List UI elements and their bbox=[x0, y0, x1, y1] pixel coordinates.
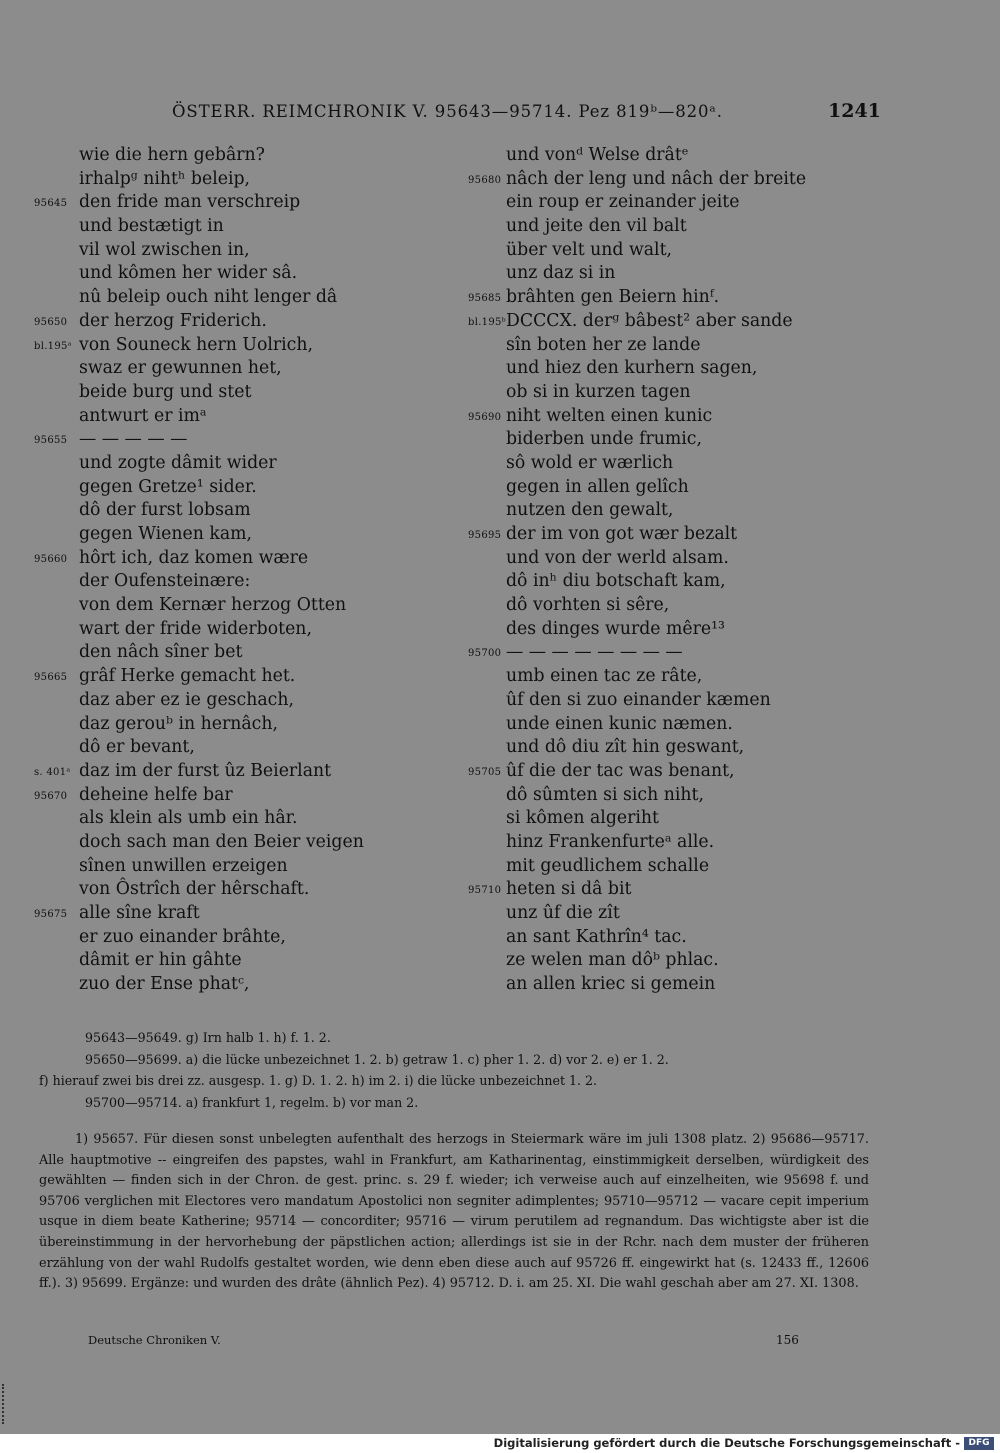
verse-line bbox=[0, 784, 470, 808]
verse-line bbox=[0, 452, 470, 476]
verse-line bbox=[452, 949, 912, 973]
verse-text: unz daz si in bbox=[506, 263, 616, 284]
verse-line bbox=[0, 262, 470, 286]
verse-text: an allen kriec si gemein bbox=[506, 974, 716, 995]
verse-text: dô inʰ diu botschaft kam, bbox=[506, 571, 726, 592]
verse-line bbox=[0, 286, 470, 310]
verse-text: an sant Kathrîn⁴ tac. bbox=[506, 926, 687, 947]
page-number: 1241 bbox=[828, 100, 881, 122]
verse-line bbox=[452, 405, 912, 429]
verse-line bbox=[452, 973, 912, 997]
line-number: 95710 bbox=[468, 885, 502, 897]
verse-text: dô vorhten si sêre, bbox=[506, 595, 670, 616]
verse-line bbox=[452, 713, 912, 737]
line-number: bl.195ᵇ bbox=[468, 316, 506, 328]
verse-text: gegen in allen gelîch bbox=[506, 476, 689, 497]
verse-text: hinz Frankenfurteᵃ alle. bbox=[506, 831, 715, 852]
critical-apparatus bbox=[39, 1027, 869, 1113]
verse-line bbox=[452, 334, 912, 358]
verse-text: unz ûf die zît bbox=[506, 903, 620, 923]
verse-text: dô der furst lobsam bbox=[79, 500, 251, 521]
verse-text: wie die hern gebârn? bbox=[79, 145, 265, 165]
verse-text: wart der fride widerboten, bbox=[79, 618, 312, 639]
verse-text: und jeite den vil balt bbox=[506, 216, 687, 237]
verse-line bbox=[0, 357, 470, 381]
verse-text: gegen Wienen kam, bbox=[79, 524, 253, 544]
verse-line bbox=[452, 476, 912, 500]
verse-line bbox=[452, 547, 912, 571]
verse-line bbox=[452, 452, 912, 476]
sheet-number: 156 bbox=[776, 1333, 799, 1347]
verse-text: sîn boten her ze lande bbox=[506, 334, 701, 355]
verse-text: doch sach man den Beier veigen bbox=[79, 831, 364, 852]
verse-text: unde einen kunic næmen. bbox=[506, 713, 733, 734]
verse-line bbox=[452, 262, 912, 286]
verse-line bbox=[0, 310, 470, 334]
verse-text: sînen unwillen erzeigen bbox=[79, 855, 288, 876]
verse-text: vil wol zwischen in, bbox=[79, 239, 250, 260]
verse-line bbox=[0, 878, 470, 902]
verse-text: und vonᵈ Welse drâtᵉ bbox=[506, 145, 689, 165]
verse-text: über velt und walt, bbox=[506, 239, 673, 260]
verse-text: er zuo einander brâhte, bbox=[79, 926, 286, 947]
verse-line bbox=[452, 665, 912, 689]
verse-text: dô sûmten si sich niht, bbox=[506, 784, 704, 805]
verse-text: — — — — — — — — bbox=[506, 642, 683, 663]
verse-line bbox=[0, 831, 470, 855]
verse-text: mit geudlichem schalle bbox=[506, 855, 710, 876]
verse-line bbox=[452, 878, 912, 902]
verse-line bbox=[452, 784, 912, 808]
verse-line bbox=[0, 144, 470, 168]
verse-line bbox=[0, 855, 470, 879]
verse-text: — — — — — bbox=[79, 429, 188, 450]
verse-text: und kômen her wider sâ. bbox=[79, 263, 298, 284]
apparatus-line: 95650—95699. a) die lücke unbezeichnet 1. 2. b) getraw 1. c) pher 1. 2. d) vor 2. e) er 1. 2. bbox=[85, 1051, 669, 1067]
verse-line bbox=[452, 807, 912, 831]
verse-line bbox=[452, 594, 912, 618]
verse-text: daz aber ez ie geschach, bbox=[79, 689, 294, 710]
verse-line bbox=[0, 973, 470, 997]
verse-text: der im von got wær bezalt bbox=[506, 524, 738, 544]
verse-text: ein roup er zeinander jeite bbox=[506, 192, 740, 213]
line-number: 95705 bbox=[468, 766, 502, 778]
verse-text: hôrt ich, daz komen wære bbox=[79, 547, 309, 568]
verse-text: und bestætigt in bbox=[79, 216, 224, 237]
verse-text: daz im der furst ûz Beierlant bbox=[79, 760, 332, 781]
verse-line bbox=[0, 239, 470, 263]
line-number: 95675 bbox=[34, 909, 68, 920]
verse-text: von Ôstrîch der hêrschaft. bbox=[79, 879, 310, 900]
line-number: s. 401ᵃ bbox=[34, 766, 71, 778]
verse-line bbox=[0, 499, 470, 523]
verse-text: ûf die der tac was benant, bbox=[506, 760, 735, 781]
verse-text: von dem Kernær herzog Otten bbox=[79, 595, 347, 616]
verse-text: beide burg und stet bbox=[79, 381, 252, 402]
line-number: 95685 bbox=[468, 293, 502, 305]
running-header bbox=[0, 102, 1000, 126]
verse-text: biderben unde frumic, bbox=[506, 429, 702, 450]
verse-line bbox=[452, 428, 912, 452]
verse-text: und hiez den kurhern sagen, bbox=[506, 358, 758, 379]
verse-text: nû beleip ouch niht lenger dâ bbox=[79, 287, 338, 308]
verse-line bbox=[0, 807, 470, 831]
line-number: 95695 bbox=[468, 530, 502, 541]
verse-line bbox=[452, 286, 912, 310]
right-verse-column bbox=[452, 144, 912, 997]
verse-text: ûf den si zuo einander kæmen bbox=[506, 689, 771, 710]
verse-line bbox=[452, 641, 912, 665]
verse-line bbox=[0, 594, 470, 618]
left-verse-column bbox=[0, 144, 470, 997]
verse-text: den nâch sîner bet bbox=[79, 642, 243, 663]
line-number: 95660 bbox=[34, 553, 68, 565]
verse-line bbox=[0, 428, 470, 452]
verse-line bbox=[0, 215, 470, 239]
verse-line bbox=[0, 523, 470, 547]
verse-text: antwurt er imᵃ bbox=[79, 405, 207, 426]
verse-line bbox=[0, 949, 470, 973]
verse-text: dô er bevant, bbox=[79, 737, 195, 758]
verse-text: grâf Herke gemacht het. bbox=[79, 666, 296, 687]
verse-line bbox=[452, 831, 912, 855]
verse-text: des dinges wurde mêre¹³ bbox=[506, 618, 725, 639]
verse-text: alle sîne kraft bbox=[79, 903, 200, 923]
funding-footer bbox=[0, 1434, 1000, 1453]
verse-text: heten si dâ bit bbox=[506, 879, 632, 900]
verse-line bbox=[452, 168, 912, 192]
verse-text: als klein als umb ein hâr. bbox=[79, 808, 298, 829]
line-number: 95690 bbox=[468, 411, 502, 423]
verse-text: nutzen den gewalt, bbox=[506, 500, 674, 521]
verse-line bbox=[452, 357, 912, 381]
verse-line bbox=[0, 618, 470, 642]
verse-line bbox=[0, 689, 470, 713]
line-number: 95655 bbox=[34, 435, 68, 447]
verse-line bbox=[0, 547, 470, 571]
verse-text: DCCCX. derᵍ bâbest² aber sande bbox=[506, 310, 793, 331]
verse-line bbox=[452, 736, 912, 760]
verse-text: daz gerouᵇ in hernâch, bbox=[79, 713, 278, 734]
verse-line bbox=[452, 855, 912, 879]
verse-line bbox=[452, 144, 912, 168]
verse-line bbox=[0, 334, 470, 358]
verse-line bbox=[452, 310, 912, 334]
verse-line bbox=[452, 618, 912, 642]
verse-line bbox=[452, 760, 912, 784]
verse-line bbox=[452, 570, 912, 594]
sheet-signature: Deutsche Chroniken V. bbox=[88, 1333, 221, 1347]
verse-line bbox=[0, 736, 470, 760]
verse-line bbox=[452, 381, 912, 405]
verse-line bbox=[0, 191, 470, 215]
verse-line bbox=[0, 168, 470, 192]
line-number: 95665 bbox=[34, 672, 68, 684]
verse-line bbox=[452, 689, 912, 713]
verse-text: gegen Gretze¹ sider. bbox=[79, 476, 257, 497]
verse-text: si kômen algeriht bbox=[506, 808, 659, 829]
verse-text: von Souneck hern Uolrich, bbox=[79, 334, 313, 355]
verse-text: und von der werld alsam. bbox=[506, 547, 729, 568]
verse-text: und dô diu zît hin geswant, bbox=[506, 737, 745, 758]
verse-line bbox=[0, 665, 470, 689]
footnote-text: 1) 95657. Für diesen sonst unbelegten aufenthalt des herzogs in Steiermark wäre im juli 1308 platz. 2) 95686—95717. Alle hauptmotive -- eingreifen des papstes, wahl in Frankfurt, am Katharinentag, einstimmigkeit derselben, würdigkeit des gewählten — finden sich in der Chron. de gest. princ. s. 29 f. wieder; ich verweise auch auf einzelheiten, wie 95698 f. und 95706 verglichen mit Electores vero mandatum Apostolici non segniter adimplentes; 95710—95712 — vacare cepit imperium usque in diem beate Katherine; 95714 — concorditer; 95716 — virum perutilem ad regnandum. Das wichtigste aber ist die übereinstimmung in der hervorhebung der päpstlichen action; allerdings ist sie in der Rchr. nach dem muster der früheren erzählung von der wahl Rudolfs gestaltet worden, wie denn eben diese auch auf 95726 ff. eingewirkt hat (s. 12433 ff., 12606 ff.). 3) 95699. Ergänze: und wurden des drâte (ähnlich Pez). 4) 95712. D. i. am 25. XI. Die wahl geschah aber am 27. XI. 1308. bbox=[39, 1132, 869, 1292]
verse-line bbox=[0, 713, 470, 737]
verse-line bbox=[0, 760, 470, 784]
dfg-logo-icon: DFG bbox=[964, 1437, 994, 1450]
verse-text: sô wold er wærlich bbox=[506, 452, 674, 473]
verse-text: umb einen tac ze râte, bbox=[506, 666, 703, 687]
verse-line bbox=[452, 191, 912, 215]
verse-line bbox=[452, 499, 912, 523]
line-number: 95680 bbox=[468, 174, 502, 186]
verse-line bbox=[452, 523, 912, 547]
verse-line bbox=[0, 641, 470, 665]
footnotes bbox=[39, 1130, 869, 1295]
verse-line bbox=[0, 902, 470, 926]
verse-line bbox=[0, 476, 470, 500]
verse-line bbox=[452, 926, 912, 950]
running-title: ÖSTERR. REIMCHRONIK V. 95643—95714. Pez 819ᵇ—820ᵃ. bbox=[172, 102, 723, 121]
verse-text: den fride man verschreip bbox=[79, 192, 301, 213]
verse-text: niht welten einen kunic bbox=[506, 405, 713, 426]
verse-text: der Oufensteinære: bbox=[79, 571, 251, 592]
verse-text: brâhten gen Beiern hinᶠ. bbox=[506, 287, 720, 308]
line-number: 95670 bbox=[34, 790, 68, 802]
line-number: 95700 bbox=[468, 648, 502, 660]
verse-line bbox=[452, 215, 912, 239]
verse-line bbox=[452, 902, 912, 926]
verse-line bbox=[0, 381, 470, 405]
verse-line bbox=[0, 570, 470, 594]
verse-line bbox=[0, 926, 470, 950]
apparatus-line: 95643—95649. g) Irn halb 1. h) f. 1. 2. bbox=[85, 1030, 331, 1045]
verse-text: und zogte dâmit wider bbox=[79, 452, 277, 473]
apparatus-line: f) hierauf zwei bis drei zz. ausgesp. 1. g) D. 1. 2. h) im 2. i) die lücke unbezeichnet 1. 2. bbox=[39, 1073, 598, 1088]
margin-mark bbox=[2, 1384, 8, 1424]
line-number: 95645 bbox=[34, 198, 68, 210]
verse-text: deheine helfe bar bbox=[79, 784, 233, 805]
verse-text: irhalpᵍ nihtʰ beleip, bbox=[79, 168, 251, 189]
line-number: 95650 bbox=[34, 316, 68, 328]
funding-text: Digitalisierung gefördert durch die Deutsche Forschungsgemeinschaft - bbox=[493, 1436, 960, 1450]
verse-text: der herzog Friderich. bbox=[79, 310, 267, 331]
verse-text: ob si in kurzen tagen bbox=[506, 381, 691, 402]
verse-text: nâch der leng und nâch der breite bbox=[506, 168, 807, 189]
verse-text: dâmit er hin gâhte bbox=[79, 950, 242, 971]
verse-line bbox=[452, 239, 912, 263]
verse-text: ze welen man dôᵇ phlac. bbox=[506, 950, 719, 971]
verse-text: swaz er gewunnen het, bbox=[79, 358, 282, 379]
verse-text: zuo der Ense phatᶜ, bbox=[79, 974, 250, 995]
apparatus-line: 95700—95714. a) frankfurt 1, regelm. b) vor man 2. bbox=[85, 1094, 419, 1110]
line-number: bl.195ᵃ bbox=[34, 340, 72, 352]
verse-line bbox=[0, 405, 470, 429]
